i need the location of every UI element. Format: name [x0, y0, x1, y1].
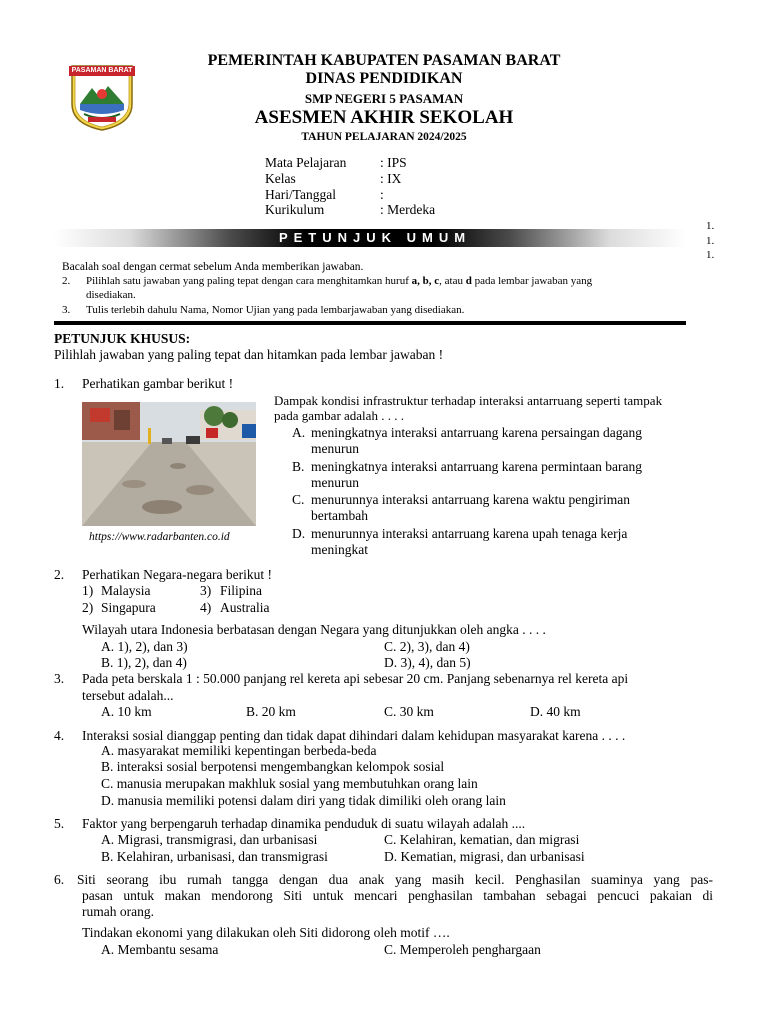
header-exam-title: ASESMEN AKHIR SEKOLAH [254, 107, 514, 128]
general-instruction-1: Bacalah soal dengan cermat sebelum Anda memberikan jawaban. [62, 261, 364, 273]
q3-option-d: D. 40 km [530, 704, 581, 719]
q3-option-c: C. 30 km [384, 704, 434, 719]
margin-number: 1. [706, 235, 715, 247]
q2-list-item: Malaysia [101, 583, 151, 598]
special-instructions-title: PETUNJUK KHUSUS: [54, 331, 191, 346]
general-instruction-2: Pilihlah satu jawaban yang paling tepat dengan cara menghitamkan huruf a, b, c, atau d pada lembar jawaban yang [86, 275, 593, 287]
q6-question: Tindakan ekonomi yang dilakukan oleh Siti didorong oleh motif …. [82, 925, 450, 940]
q3-stem-line2: tersebut adalah... [82, 688, 174, 703]
q6-option-c: C. Memperoleh penghargaan [384, 942, 541, 957]
logo-text: PASAMAN BARAT [71, 67, 133, 74]
q2-list-num: 4) [200, 600, 212, 615]
q4-option-a: A. masyarakat memiliki kepentingan berbeda-beda [101, 743, 377, 758]
q1-option-b-key: B. [292, 459, 305, 474]
q2-list-num: 2) [82, 600, 94, 615]
q1-option-c-cont: bertambah [311, 508, 368, 523]
margin-number: 1. [706, 249, 715, 261]
header-government: PEMERINTAH KABUPATEN PASAMAN BARAT [207, 52, 561, 69]
q1-option-d-key: D. [292, 526, 306, 541]
header-department: DINAS PENDIDIKAN [305, 70, 463, 87]
q5-option-b: B. Kelahiran, urbanisasi, dan transmigrasi [101, 849, 328, 864]
general-instruction-num-3: 3. [62, 304, 71, 316]
q1-option-d-cont: meningkat [311, 542, 368, 557]
info-value-subject: : IPS [380, 155, 407, 170]
info-label-curriculum: Kurikulum [265, 202, 325, 217]
q5-option-a: A. Migrasi, transmigrasi, dan urbanisasi [101, 832, 318, 847]
q1-photo-caption: https://www.radarbanten.co.id [89, 531, 230, 543]
header-school-year: TAHUN PELAJARAN 2024/2025 [301, 131, 467, 143]
q1-option-a: meningkatnya interaksi antarruang karena persaingan dagang [311, 425, 642, 440]
q6-number: 6. [54, 872, 65, 887]
info-label-class: Kelas [265, 171, 296, 186]
info-label-subject: Mata Pelajaran [265, 155, 347, 170]
q2-list-num: 3) [200, 583, 212, 598]
q1-number: 1. [54, 376, 65, 391]
q6-stem-line3: rumah orang. [82, 904, 154, 919]
q5-option-c: C. Kelahiran, kematian, dan migrasi [384, 832, 580, 847]
general-instruction-3: Tulis terlebih dahulu Nama, Nomor Ujian yang pada lembarjawaban yang disediakan. [86, 304, 465, 316]
q5-number: 5. [54, 816, 65, 831]
margin-number: 1. [706, 220, 715, 232]
q4-option-c: C. manusia merupakan makhluk sosial yang membutuhkan orang lain [101, 776, 478, 791]
q1-option-a-cont: menurun [311, 441, 359, 456]
q5-stem: Faktor yang berpengaruh terhadap dinamika penduduk di suatu wilayah adalah .... [82, 816, 526, 831]
q2-list-item: Singapura [101, 600, 156, 615]
q4-stem: Interaksi sosial dianggap penting dan tidak dapat dihindari dalam kehidupan masyarakat karena . . . . [82, 728, 626, 743]
q1-option-b-cont: menurun [311, 475, 359, 490]
general-instruction-num-2: 2. [62, 275, 71, 287]
q1-road-photo [82, 402, 256, 526]
q1-option-d: menurunnya interaksi antarruang karena upah tenaga kerja [311, 526, 628, 541]
q6-stem-line2: pasan untuk makan mendorong Siti untuk mencari penghasilan tambahan sebagai pencuci pakaian di [82, 888, 713, 903]
q1-stem: Perhatikan gambar berikut ! [82, 376, 234, 391]
q2-list-num: 1) [82, 583, 94, 598]
special-instructions-text: Pilihlah jawaban yang paling tepat dan hitamkan pada lembar jawaban ! [54, 347, 444, 362]
q4-option-d: D. manusia memiliki potensi dalam diri yang tidak dimiliki oleh orang lain [101, 793, 506, 808]
q1-option-c: menurunnya interaksi antarruang karena waktu pengiriman [311, 492, 631, 507]
q4-option-b: B. interaksi sosial berpotensi mengembangkan kelompok sosial [101, 759, 445, 774]
q1-option-b: meningkatnya interaksi antarruang karena permintaan barang [311, 459, 642, 474]
divider-rule [54, 321, 686, 325]
q1-option-c-key: C. [292, 492, 305, 507]
q3-option-a: A. 10 km [101, 704, 152, 719]
info-label-date: Hari/Tanggal [265, 187, 337, 202]
q4-number: 4. [54, 728, 65, 743]
q2-option-d: D. 3), 4), dan 5) [384, 655, 471, 670]
q1-question-line2: pada gambar adalah . . . . [274, 408, 404, 423]
general-instruction-2-cont: disediakan. [86, 289, 136, 301]
q2-option-c: C. 2), 3), dan 4) [384, 639, 470, 654]
q2-question: Wilayah utara Indonesia berbatasan dengan Negara yang ditunjukkan oleh angka . . . . [82, 622, 546, 637]
q2-number: 2. [54, 567, 65, 582]
q2-list-item: Filipina [220, 583, 263, 598]
q5-option-d: D. Kematian, migrasi, dan urbanisasi [384, 849, 585, 864]
q3-option-b: B. 20 km [246, 704, 296, 719]
q1-option-a-key: A. [292, 425, 306, 440]
q2-list-item: Australia [220, 600, 270, 615]
q2-option-b: B. 1), 2), dan 4) [101, 655, 187, 670]
info-value-class: : IX [380, 171, 402, 186]
info-value-curriculum: : Merdeka [380, 202, 436, 217]
q3-stem-line1: Pada peta berskala 1 : 50.000 panjang rel kereta api sebesar 20 cm. Panjang sebenarnya rel kereta api [82, 671, 629, 686]
q1-question-line1: Dampak kondisi infrastruktur terhadap interaksi antarruang seperti tampak [274, 393, 663, 408]
q2-option-a: A. 1), 2), dan 3) [101, 639, 188, 654]
q6-stem-line1: Siti seorang ibu rumah tangga dengan dua anak yang masih kecil. Penghasilan suaminya yang pas- [77, 872, 713, 887]
q2-stem: Perhatikan Negara-negara berikut ! [82, 567, 273, 582]
q3-number: 3. [54, 671, 65, 686]
general-instructions-title: PETUNJUK UMUM [278, 230, 472, 245]
info-value-date: : [380, 187, 384, 202]
q6-option-a: A. Membantu sesama [101, 942, 219, 957]
header-school: SMP NEGERI 5 PASAMAN [304, 91, 464, 106]
